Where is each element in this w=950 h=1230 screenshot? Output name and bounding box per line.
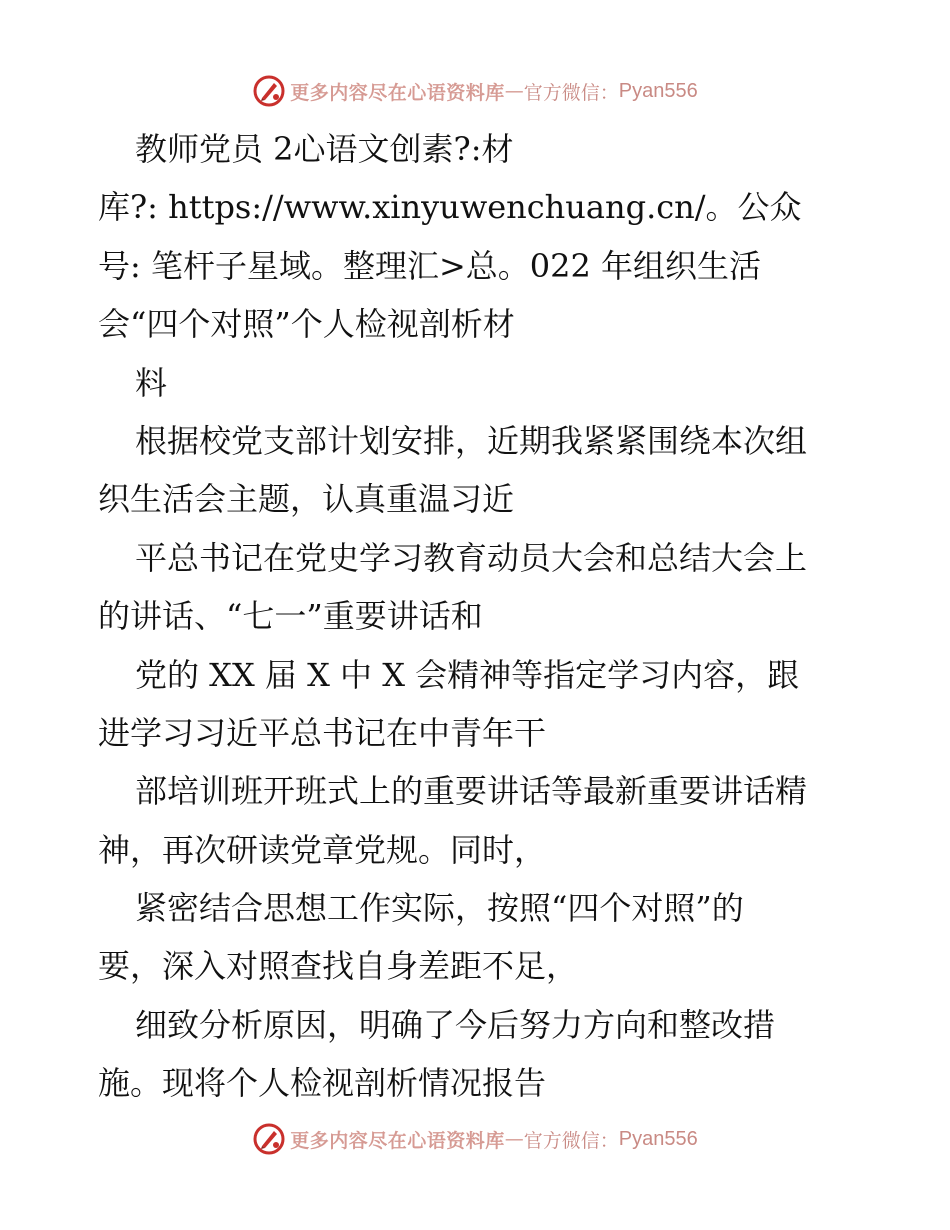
paragraph-line: 施。现将个人检视剖析情况报告	[98, 1064, 547, 1103]
banner-official-label: 官方微信：	[523, 81, 619, 104]
paragraph-line: 会“四个对照”个人检视剖析材	[98, 305, 515, 344]
banner-separator: —	[504, 1128, 524, 1150]
banner-brand-text: 更多内容尽在心语资料库	[290, 81, 505, 104]
banner-official-label: 官方微信：	[523, 1129, 619, 1152]
paragraph-line: 紧密结合思想工作实际，按照“四个对照”的	[135, 889, 744, 928]
paragraph-line: 部培训班开班式上的重要讲话等最新重要讲话精	[135, 772, 808, 811]
paragraph-line: 料	[135, 363, 168, 402]
banner-separator: —	[504, 80, 524, 102]
paragraph-line: 根据校党支部计划安排，近期我紧紧围绕本次组	[135, 421, 808, 460]
header-watermark-banner	[0, 71, 950, 111]
paragraph-line	[98, 178, 858, 236]
banner-wechat-id: Pyan556	[618, 79, 698, 102]
paragraph-line: 党的 XX 届 X 中 X 会精神等指定学习内容，跟	[135, 655, 800, 694]
paragraph-line: 的讲话、“七一”重要讲话和	[98, 597, 483, 636]
paragraph-line: 平总书记在党史学习教育动员大会和总结大会上	[135, 538, 808, 577]
paragraph-line: 细致分析原因，明确了今后努力方向和整改措	[135, 1005, 776, 1044]
brand-logo-icon	[252, 1122, 286, 1156]
paragraph-line: 神，再次研读党章党规。同时，	[98, 830, 547, 869]
footer-watermark-banner	[0, 1119, 950, 1159]
url-text-line: 库?: https://www.xinyuwenchuang.cn/。公众	[98, 188, 802, 227]
paragraph-line: 要，深入对照查找自身差距不足，	[98, 947, 579, 986]
paragraph-line: 织生活会主题，认真重温习近	[98, 480, 515, 519]
paragraph-line: 号: 笔杆子星域。整理汇>总。022 年组织生活	[98, 246, 762, 285]
paragraph-line: 教师党员 2心语文创素?:材	[135, 130, 514, 168]
banner-wechat-id: Pyan556	[618, 1127, 698, 1150]
document-body	[98, 120, 858, 1113]
brand-logo-icon	[252, 74, 286, 108]
banner-brand-text: 更多内容尽在心语资料库	[290, 1129, 505, 1152]
paragraph-line: 进学习习近平总书记在中青年干	[98, 713, 547, 752]
